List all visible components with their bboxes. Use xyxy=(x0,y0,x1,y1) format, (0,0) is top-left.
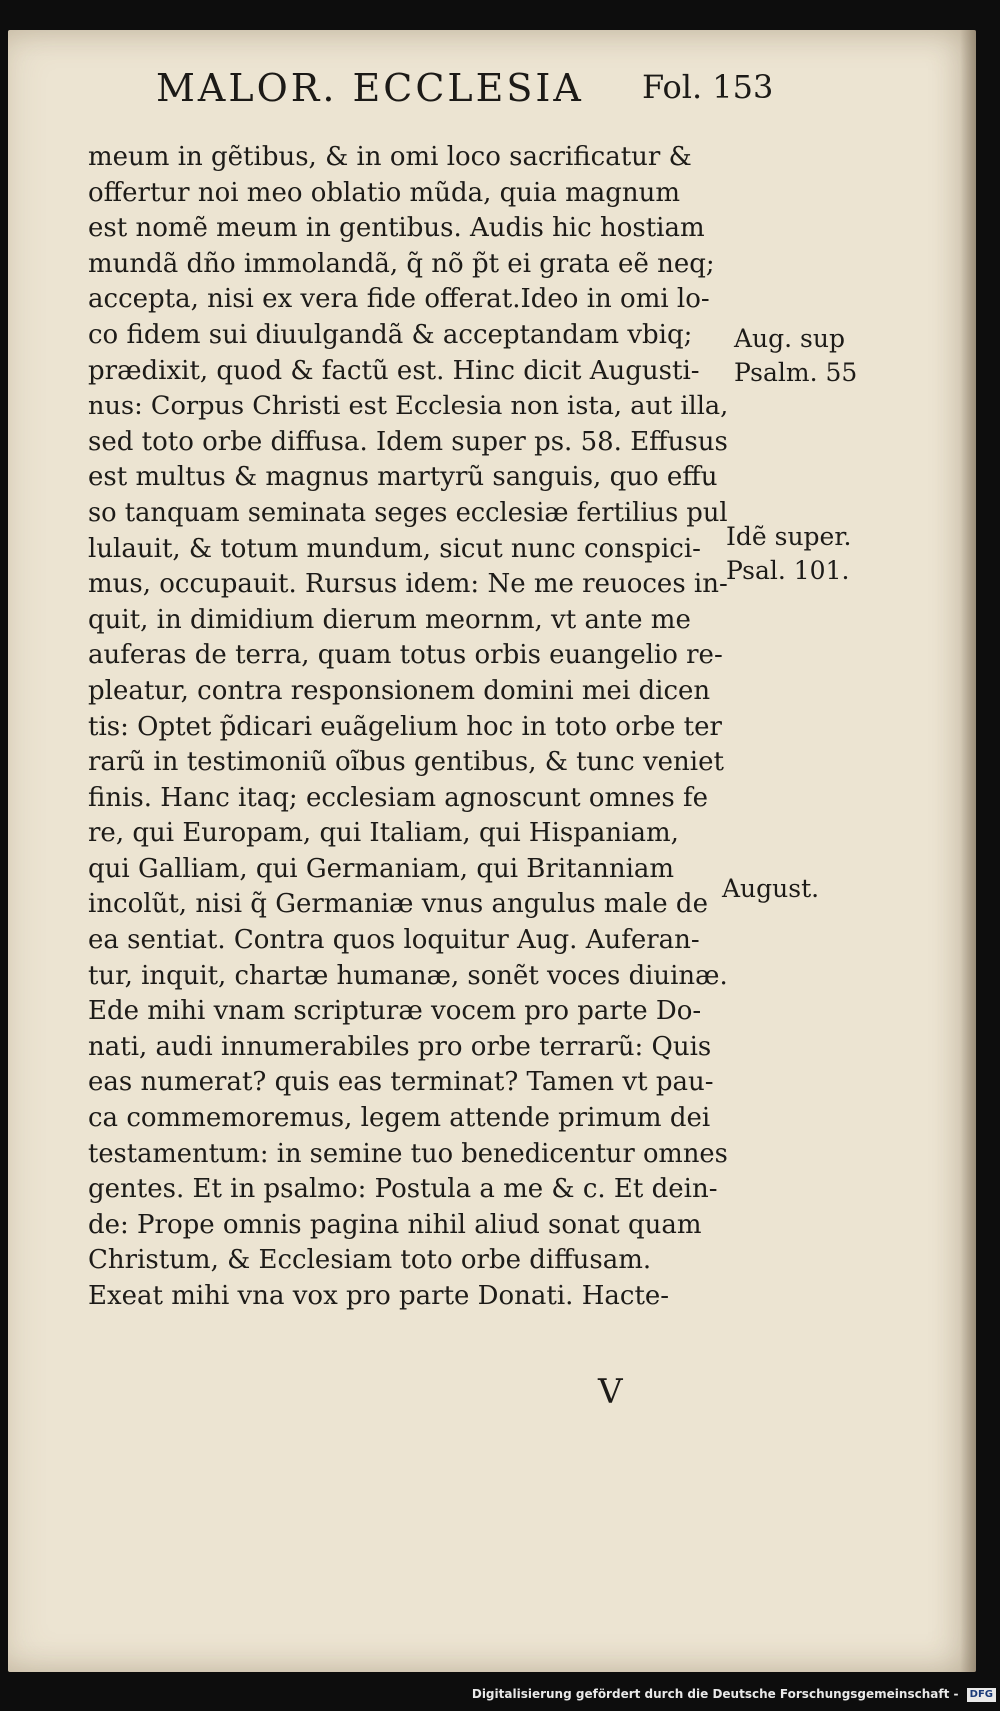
text-line: meum in gẽtibus, & in omi loco sacrificatur & xyxy=(88,142,692,172)
credit-text: Digitalisierung gefördert durch die Deutsche Forschungsgemeinschaft - xyxy=(471,1687,959,1701)
text-line: re, qui Europam, qui Italiam, qui Hispaniam, xyxy=(88,818,679,849)
text-line: Ede mihi vnam scripturæ vocem pro parte Do- xyxy=(88,996,702,1027)
text-line: accepta, nisi ex vera fide offerat.Ideo in omi lo- xyxy=(88,284,710,315)
running-head-title: MALOR. ECCLESIA xyxy=(156,66,584,110)
text-line: eas numerat? quis eas terminat? Tamen vt pau- xyxy=(88,1067,714,1098)
text-line: sed toto orbe diffusa. Idem super ps. 58. Effusus xyxy=(88,426,728,457)
text-line: Christum, & Ecclesiam toto orbe diffusam. xyxy=(88,1245,652,1276)
text-line: est nomẽ meum in gentibus. Audis hic hostiam xyxy=(88,213,705,244)
running-head xyxy=(156,66,816,126)
margin-note-line: Aug. sup xyxy=(734,324,845,353)
folio-number: Fol. 153 xyxy=(642,68,774,106)
text-line: incolũt, nisi q̃ Germaniæ vnus angulus male de xyxy=(88,889,708,920)
digitization-credit xyxy=(472,1679,996,1709)
margin-note-line: Idẽ super. xyxy=(726,522,852,551)
text-line: tis: Optet p̃dicari euãgelium hoc in toto orbe ter xyxy=(88,711,722,742)
text-line: co fidem sui diuulgandã & acceptandam vbiq; xyxy=(88,319,693,350)
text-line: mus, occupauit. Rursus idem: Ne me reuoces in- xyxy=(88,569,728,600)
text-line: Exeat mihi vna vox pro parte Donati. Hacte- xyxy=(88,1281,670,1311)
text-line: nus: Corpus Christi est Ecclesia non ista, aut illa, xyxy=(88,391,728,422)
main-text-block xyxy=(88,140,728,1315)
text-line: quit, in dimidium dierum meornm, vt ante me xyxy=(88,604,691,635)
text-line: prædixit, quod & factũ est. Hinc dicit Augusti- xyxy=(88,355,700,386)
margin-note-aug-psalm xyxy=(734,322,857,390)
text-line: nati, audi innumerabiles pro orbe terrarũ: Quis xyxy=(88,1031,712,1062)
text-line: mundã dño immolandã, q̃ nõ p̃t ei grata eẽ neq; xyxy=(88,248,715,279)
margin-note-line: Psalm. 55 xyxy=(734,358,858,387)
catchword: V xyxy=(598,1372,623,1412)
text-line: offertur noi meo oblatio mũda, quia magnum xyxy=(88,177,681,208)
book-page xyxy=(8,30,976,1672)
text-line: tur, inquit, chartæ humanæ, sonẽt voces diuinæ. xyxy=(88,960,728,991)
margin-note-line: Psal. 101. xyxy=(726,556,850,585)
text-line: so tanquam seminata seges ecclesiæ fertilius pul xyxy=(88,497,728,528)
text-line: ea sentiat. Contra quos loquitur Aug. Auferan- xyxy=(88,925,700,956)
text-line: est multus & magnus martyrũ sanguis, quo effu xyxy=(88,462,718,493)
text-line: finis. Hanc itaq; ecclesiam agnoscunt omnes fe xyxy=(88,782,708,813)
text-line: auferas de terra, quam totus orbis euangelio re- xyxy=(88,640,723,671)
text-line: lulauit, & totum mundum, sicut nunc conspici- xyxy=(88,533,701,564)
dfg-logo-icon: DFG xyxy=(967,1688,996,1702)
text-line: testamentum: in semine tuo benedicentur omnes xyxy=(88,1138,728,1169)
text-line: pleatur, contra responsionem domini mei dicen xyxy=(88,675,711,706)
margin-note-idem-psal xyxy=(726,520,852,588)
margin-note-august xyxy=(722,872,819,906)
margin-note-line: August. xyxy=(722,874,820,903)
text-line: gentes. Et in psalmo: Postula a me & c. Et dein- xyxy=(88,1174,718,1205)
text-line: rarũ in testimoniũ oĩbus gentibus, & tunc veniet xyxy=(88,747,724,778)
page-edge-shadow xyxy=(960,30,976,1672)
text-line: qui Galliam, qui Germaniam, qui Britanniam xyxy=(88,853,675,884)
text-line: ca commemoremus, legem attende primum dei xyxy=(88,1103,711,1134)
text-line: de: Prope omnis pagina nihil aliud sonat quam xyxy=(88,1209,702,1240)
